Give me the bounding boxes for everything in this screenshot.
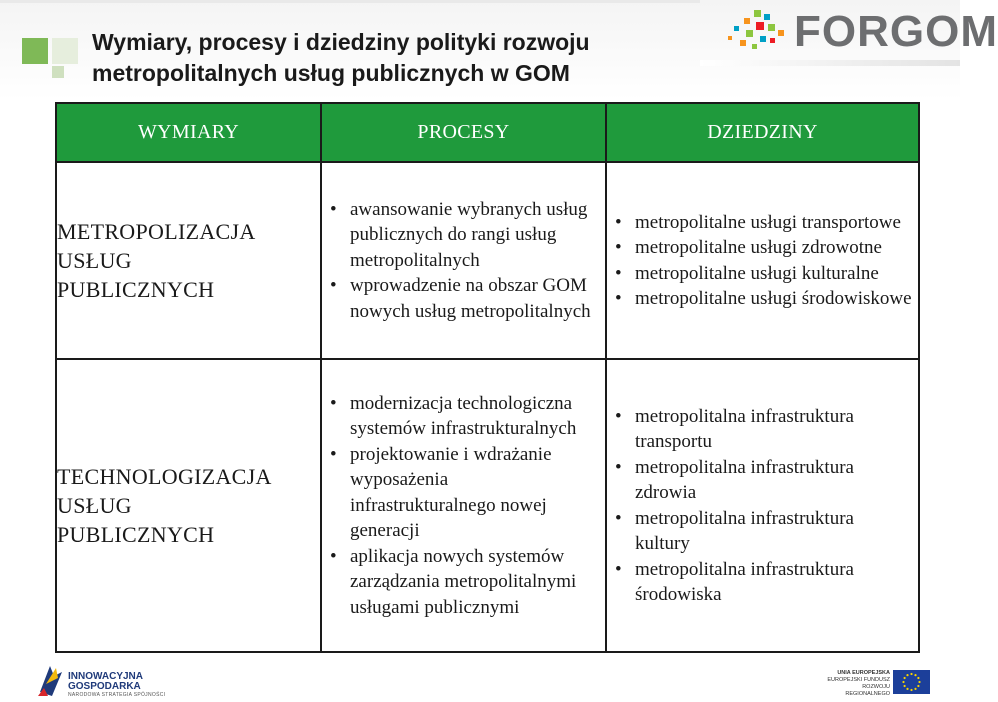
- eu-flag-icon: [893, 670, 930, 694]
- logo-line: INNOWACYJNA: [68, 671, 144, 682]
- policy-table: [55, 102, 920, 653]
- domain-item: • metropolitalna infrastruktura zdrowia: [635, 455, 912, 506]
- dimension-line: USŁUG: [57, 493, 132, 518]
- dimension-line: PUBLICZNYCH: [57, 277, 215, 302]
- eu-fund-logo-text: [822, 670, 890, 698]
- logo-line: ROZWOJU REGIONALNEGO: [845, 684, 890, 697]
- column-header-wymiary: WYMIARY: [56, 103, 321, 162]
- domain-item: • metropolitalna infrastruktura kultury: [635, 506, 912, 557]
- header-top-line: [0, 0, 700, 3]
- logo-line: UNIA EUROPEJSKA: [837, 670, 890, 676]
- logo-subtitle: NARODOWA STRATEGIA SPÓJNOŚCI: [68, 692, 166, 698]
- process-item: • modernizacja technologiczna systemów infrastrukturalnych: [350, 391, 593, 442]
- processes-cell: [321, 162, 606, 359]
- innovation-arrow-icon: [36, 662, 66, 698]
- dimension-cell: [56, 162, 321, 359]
- column-header-dziedziny: DZIEDZINY: [606, 103, 919, 162]
- table-header-row: [56, 103, 919, 162]
- domain-item: • metropolitalne usługi kulturalne: [635, 261, 912, 287]
- slide-title: Wymiary, procesy i dziedziny polityki rozwoju metropolitalnych usług publicznych w GOM: [92, 29, 590, 86]
- forgom-logo-dots-icon: [726, 10, 790, 58]
- domain-item: • metropolitalna infrastruktura transportu: [635, 404, 912, 455]
- dimension-line: TECHNOLOGIZACJA: [57, 464, 272, 489]
- process-item: • projektowanie i wdrażanie wyposażenia infrastrukturalnego nowej generacji: [350, 442, 593, 544]
- domain-item: • metropolitalne usługi zdrowotne: [635, 235, 912, 261]
- column-header-procesy: PROCESY: [321, 103, 606, 162]
- table-row: [56, 359, 919, 652]
- domain-item: • metropolitalne usługi środowiskowe: [635, 286, 912, 312]
- domain-item: • metropolitalna infrastruktura środowiska: [635, 557, 912, 608]
- table-row: [56, 162, 919, 359]
- domain-item: • metropolitalne usługi transportowe: [635, 210, 912, 236]
- innowacyjna-gospodarka-logo: [68, 672, 143, 692]
- process-item: • aplikacja nowych systemów zarządzania metropolitalnymi usługami publicznymi: [350, 544, 593, 621]
- logo-line: EUROPEJSKI FUNDUSZ: [827, 677, 890, 683]
- decorative-square: [52, 38, 78, 64]
- dimension-line: USŁUG: [57, 248, 132, 273]
- dimension-line: METROPOLIZACJA: [57, 219, 256, 244]
- processes-cell: [321, 359, 606, 652]
- process-item: • awansowanie wybranych usług publicznych do rangi usług metropolitalnych: [350, 197, 593, 274]
- forgom-logo: FORGOM: [794, 7, 998, 56]
- domains-cell: [606, 359, 919, 652]
- logo-underline: [700, 60, 960, 66]
- decorative-square: [52, 66, 64, 78]
- dimension-cell: [56, 359, 321, 652]
- domains-cell: [606, 162, 919, 359]
- dimension-line: PUBLICZNYCH: [57, 522, 215, 547]
- decorative-square: [22, 38, 48, 64]
- process-item: • wprowadzenie na obszar GOM nowych usług metropolitalnych: [350, 273, 593, 324]
- logo-line: GOSPODARKA: [68, 681, 141, 692]
